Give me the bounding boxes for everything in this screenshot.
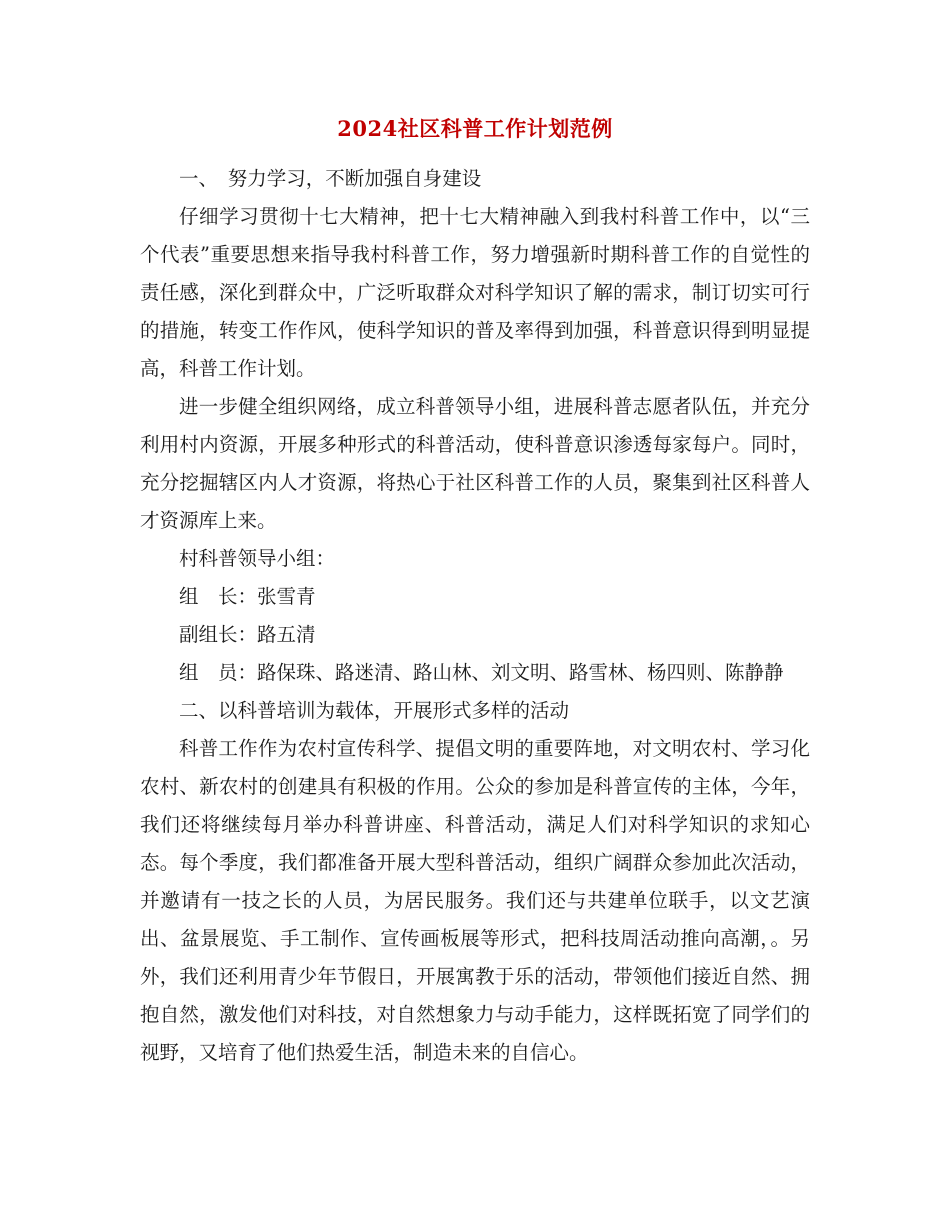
group-leader: 组 长：张雪青 xyxy=(179,585,316,608)
deputy-group-leader: 副组长：路五清 xyxy=(179,623,316,646)
section-heading-1: 一、 努力学习，不断加强自身建设 xyxy=(179,167,482,190)
paragraph-organization: 进一步健全组织网络，成立科普领导小组，进展科普志愿者队伍，并充分利用村内资源，开展多种形式的科普活动，使科普意识渗透每家每户。同时，充分挖掘辖区内人才资源，将热心于社区科普工作的人员，聚集到社区科普人才资源库上来。 xyxy=(140,395,810,532)
leadership-group-label: 村科普领导小组： xyxy=(179,547,336,570)
group-members: 组 员：路保珠、路迷清、路山林、刘文明、路雪林、杨四则、陈静静 xyxy=(179,661,784,684)
document-title: 2024社区科普工作计划范例 xyxy=(337,116,613,141)
paragraph-activities: 科普工作作为农村宣传科学、提倡文明的重要阵地，对文明农村、学习化农村、新农村的创建具有积极的作用。公众的参加是科普宣传的主体，今年，我们还将继续每月举办科普讲座、科普活动，满足人们对科学知识的求知心态。每个季度，我们都准备开展大型科普活动，组织广阔群众参加此次活动，并邀请有一技之长的人员，为居民服务。我们还与共建单位联手，以文艺演出、盆景展览、手工制作、宣传画板展等形式，把科技周活动推向高潮，。另外，我们还利用青少年节假日，开展寓教于乐的活动，带领他们接近自然、拥抱自然，激发他们对科技，对自然想象力与动手能力，这样既拓宽了同学们的视野，又培育了他们热爱生活，制造未来的自信心。 xyxy=(140,737,810,1064)
document-page xyxy=(140,112,810,1072)
paragraph-study: 仔细学习贯彻十七大精神，把十七大精神融入到我村科普工作中，以“三个代表”重要思想来指导我村科普工作，努力增强新时期科普工作的自觉性的责任感，深化到群众中，广泛听取群众对科学知识了解的需求，制订切实可行的措施，转变工作作风，使科学知识的普及率得到加强，科普意识得到明显提高，科普工作计划。 xyxy=(140,205,810,380)
section-heading-2: 二、以科普培训为载体，开展形式多样的活动 xyxy=(179,699,570,722)
